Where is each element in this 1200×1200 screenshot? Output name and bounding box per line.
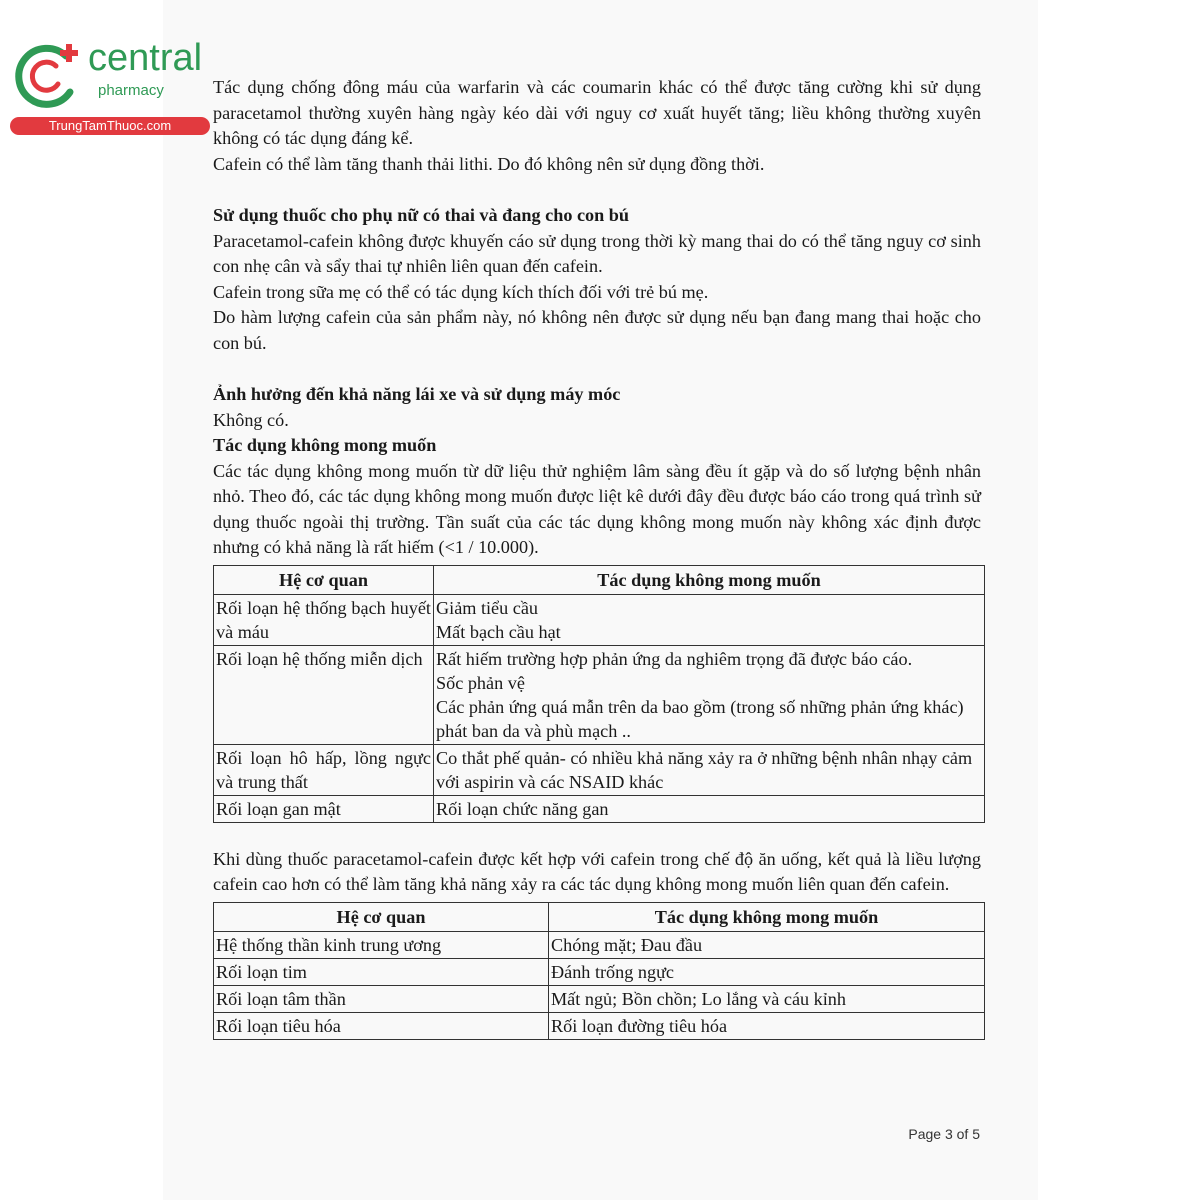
effect-cell: Mất ngủ; Bồn chồn; Lo lắng và cáu kỉnh: [549, 985, 985, 1012]
effect-cell: [434, 594, 985, 645]
document-body: [213, 75, 981, 1040]
table-header-effect: Tác dụng không mong muốn: [434, 565, 985, 594]
side-effects-table: [213, 565, 985, 823]
effect-cell: Chóng mặt; Đau đầu: [549, 931, 985, 958]
table-header-effect: Tác dụng không mong muốn: [549, 902, 985, 931]
caffeine-effects-table: [213, 902, 985, 1040]
table-row: [214, 1012, 985, 1039]
effect-line: Các phản ứng quá mẫn trên da bao gồm (trong số những phản ứng khác) phát ban da và phù mạch ..: [436, 696, 964, 741]
organ-cell: Rối loạn tiêu hóa: [214, 1012, 549, 1039]
effect-cell: [434, 645, 985, 744]
heading-driving: Ảnh hưởng đến khả năng lái xe và sử dụng máy móc: [213, 384, 621, 404]
paragraph-side-effects-intro: Các tác dụng không mong muốn từ dữ liệu thử nghiệm lâm sàng đều ít gặp và do số lượng bệnh nhân nhỏ. Theo đó, các tác dụng không mong muốn được liệt kê dưới đây đều được báo cáo trong quá trình sử dụng thuốc ngoài thị trường. Tần suất của các tác dụng không mong muốn này không xác định được nhưng có khả năng là rất hiếm (<1 / 10.000).: [213, 460, 981, 557]
effect-line: Rất hiếm trường hợp phản ứng da nghiêm trọng đã được báo cáo.: [436, 648, 913, 669]
organ-cell: Rối loạn hệ thống miễn dịch: [214, 645, 434, 744]
paragraph-pregnancy-2: Cafein trong sữa mẹ có thể có tác dụng kích thích đối với trẻ bú mẹ.: [213, 281, 709, 302]
paragraph-pregnancy-1: Paracetamol-cafein không được khuyến cáo sử dụng trong thời kỳ mang thai do có thể tăng nguy cơ sinh con nhẹ cân và sẩy thai tự nhiên liên quan đến cafein.: [213, 230, 981, 276]
effect-line: Co thắt phế quản- có nhiều khả năng xảy ra ở những bệnh nhân nhạy cảm với aspirin và các NSAID khác: [436, 747, 973, 792]
table-header-row: [214, 902, 985, 931]
organ-cell: Rối loạn gan mật: [214, 795, 434, 822]
page-number: Page 3 of 5: [908, 1126, 980, 1142]
table-row: [214, 795, 985, 822]
table-row: [214, 645, 985, 744]
effect-line: Sốc phản vệ: [436, 672, 525, 693]
heading-pregnancy: Sử dụng thuốc cho phụ nữ có thai và đang cho con bú: [213, 205, 630, 225]
logo-c-plus-icon: [10, 38, 88, 116]
table-row: [214, 594, 985, 645]
central-pharmacy-logo: [10, 38, 215, 138]
effect-line: Rối loạn chức năng gan: [436, 798, 609, 819]
table-row: [214, 931, 985, 958]
heading-side-effects: Tác dụng không mong muốn: [213, 435, 437, 455]
effect-cell: Rối loạn đường tiêu hóa: [549, 1012, 985, 1039]
table-row: [214, 985, 985, 1012]
table-header-organ: Hệ cơ quan: [214, 565, 434, 594]
paragraph-pregnancy-3: Do hàm lượng cafein của sản phẩm này, nó không nên được sử dụng nếu bạn đang mang thai hoặc cho con bú.: [213, 307, 981, 353]
table-header-row: [214, 565, 985, 594]
logo-brand: central: [88, 37, 203, 79]
table-row: [214, 958, 985, 985]
organ-cell: Rối loạn hệ thống bạch huyết và máu: [214, 594, 434, 645]
table-header-organ: Hệ cơ quan: [214, 902, 549, 931]
organ-cell: Hệ thống thần kinh trung ương: [214, 931, 549, 958]
paragraph-lithium: Cafein có thể làm tăng thanh thải lithi. Do đó không nên sử dụng đồng thời.: [213, 153, 765, 174]
logo-subtitle: pharmacy: [98, 82, 164, 99]
effect-cell: [434, 795, 985, 822]
table-row: [214, 744, 985, 795]
paragraph-dietary-caffeine: Khi dùng thuốc paracetamol-cafein được kết hợp với cafein trong chế độ ăn uống, kết quả là liều lượng cafein cao hơn có thể làm tăng khả năng xảy ra các tác dụng không mong muốn liên quan đến cafein.: [213, 848, 981, 894]
organ-cell: Rối loạn hô hấp, lồng ngực và trung thất: [214, 744, 434, 795]
effect-cell: Đánh trống ngực: [549, 958, 985, 985]
effect-line: Mất bạch cầu hạt: [436, 621, 561, 642]
effect-cell: [434, 744, 985, 795]
paragraph-warfarin: Tác dụng chống đông máu của warfarin và các coumarin khác có thể được tăng cường khi sử dụng paracetamol thường xuyên hàng ngày kéo dài với nguy cơ xuất huyết tăng; liều không thường xuyên không có tác dụng đáng kể.: [213, 77, 981, 148]
paragraph-driving: Không có.: [213, 409, 289, 430]
organ-cell: Rối loạn tâm thần: [214, 985, 549, 1012]
effect-line: Giảm tiểu cầu: [436, 597, 539, 618]
logo-website: TrungTamThuoc.com: [10, 117, 210, 135]
organ-cell: Rối loạn tim: [214, 958, 549, 985]
